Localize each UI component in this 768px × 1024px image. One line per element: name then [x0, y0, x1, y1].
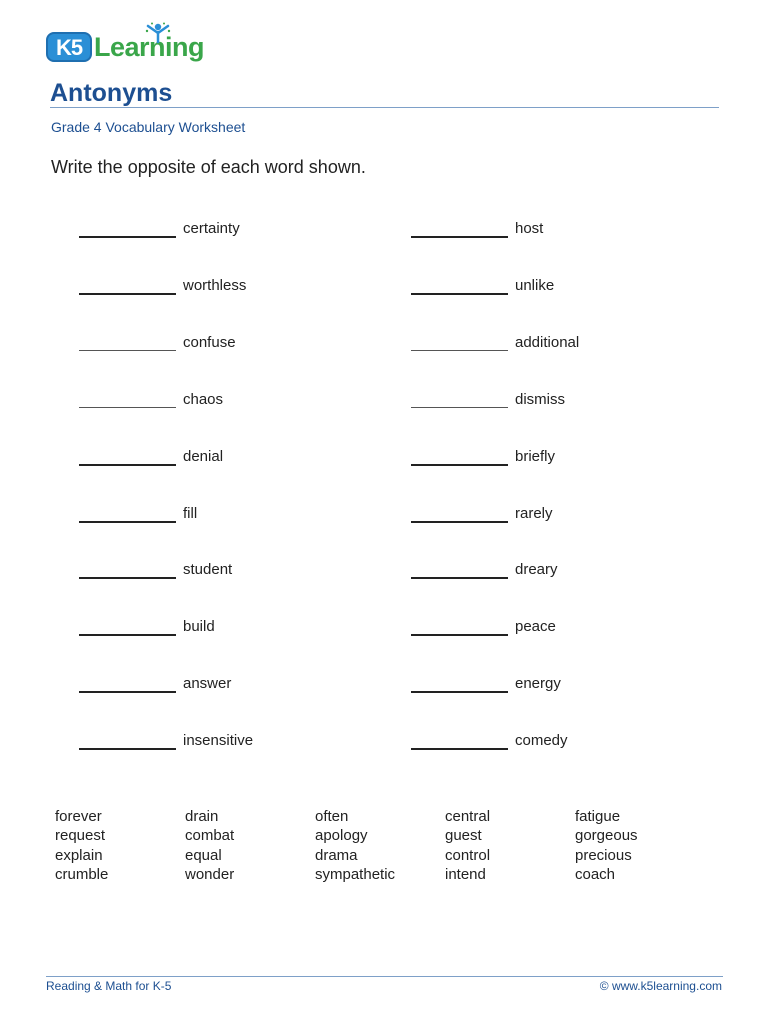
word-bank-item: drain [185, 808, 219, 825]
word-bank-item: coach [575, 865, 616, 883]
page-subtitle: Grade 4 Vocabulary Worksheet [51, 119, 246, 135]
word-bank-item: crumble [55, 865, 109, 883]
person-icon [144, 22, 172, 44]
word-bank-column [315, 807, 395, 884]
question-word: comedy [515, 732, 568, 749]
answer-blank[interactable] [411, 350, 508, 351]
footer-website: © www.k5learning.com [599, 979, 722, 993]
answer-blank[interactable] [411, 577, 508, 579]
answer-blank[interactable] [79, 464, 176, 466]
k5-learning-logo [46, 22, 206, 68]
answer-blank[interactable] [411, 236, 508, 238]
question-word: fill [183, 505, 198, 522]
question-word: worthless [183, 277, 247, 294]
question-word: student [183, 561, 233, 578]
word-bank-item: intend [445, 865, 486, 883]
question-word: insensitive [183, 732, 254, 749]
word-bank-item: fatigue [575, 808, 621, 825]
answer-blank[interactable] [79, 691, 176, 693]
word-bank-item: combat [185, 827, 235, 845]
answer-blank[interactable] [411, 634, 508, 636]
question-word: rarely [515, 505, 553, 522]
answer-blank[interactable] [79, 521, 176, 523]
answer-blank[interactable] [79, 748, 176, 750]
word-bank-item: drama [315, 846, 358, 864]
question-word: chaos [183, 391, 224, 408]
answer-blank[interactable] [411, 521, 508, 523]
word-bank-item: gorgeous [575, 827, 638, 845]
word-bank-item: wonder [185, 865, 235, 883]
question-word: build [183, 618, 215, 635]
word-bank-column [185, 807, 234, 884]
logo-wordmark: Learning [94, 32, 205, 62]
word-bank-item: request [55, 827, 106, 845]
word-bank-item: control [445, 846, 491, 864]
question-word: additional [515, 334, 580, 351]
answer-blank[interactable] [411, 748, 508, 750]
word-bank-item: explain [55, 846, 103, 864]
answer-blank[interactable] [411, 691, 508, 693]
question-word: briefly [515, 448, 556, 465]
answer-blank[interactable] [79, 350, 176, 351]
word-bank-item: guest [445, 827, 482, 845]
question-word: peace [515, 618, 556, 635]
page-title: Antonyms [50, 79, 173, 107]
answer-blank[interactable] [79, 634, 176, 636]
word-bank-item: precious [575, 846, 632, 864]
word-bank-item: apology [315, 827, 368, 845]
question-word: certainty [183, 220, 240, 237]
question-word: confuse [183, 334, 236, 351]
instructions: Write the opposite of each word shown. [51, 157, 366, 177]
answer-blank[interactable] [79, 407, 176, 408]
word-bank-column [55, 807, 108, 884]
question-word: dismiss [515, 391, 566, 408]
question-word: energy [515, 675, 561, 692]
answer-blank[interactable] [411, 464, 508, 466]
question-word: host [515, 220, 544, 237]
word-bank-item: often [315, 808, 349, 825]
question-word: unlike [515, 277, 555, 294]
word-bank-item: sympathetic [315, 865, 396, 883]
word-bank-column [445, 807, 490, 884]
word-bank-column [575, 807, 638, 884]
answer-blank[interactable] [411, 407, 508, 408]
word-bank-item: equal [185, 846, 222, 864]
question-word: dreary [515, 561, 558, 578]
title-divider [50, 107, 719, 108]
answer-blank[interactable] [79, 577, 176, 579]
answer-blank[interactable] [79, 236, 176, 238]
answer-blank[interactable] [79, 293, 176, 295]
footer-tagline: Reading & Math for K-5 [46, 979, 172, 993]
question-word: denial [183, 448, 224, 465]
word-bank-item: central [445, 808, 491, 825]
answer-blank[interactable] [411, 293, 508, 295]
word-bank-item: forever [55, 808, 102, 825]
logo-badge: K5 [46, 32, 92, 62]
question-word: answer [183, 675, 232, 692]
footer-divider [46, 976, 723, 977]
